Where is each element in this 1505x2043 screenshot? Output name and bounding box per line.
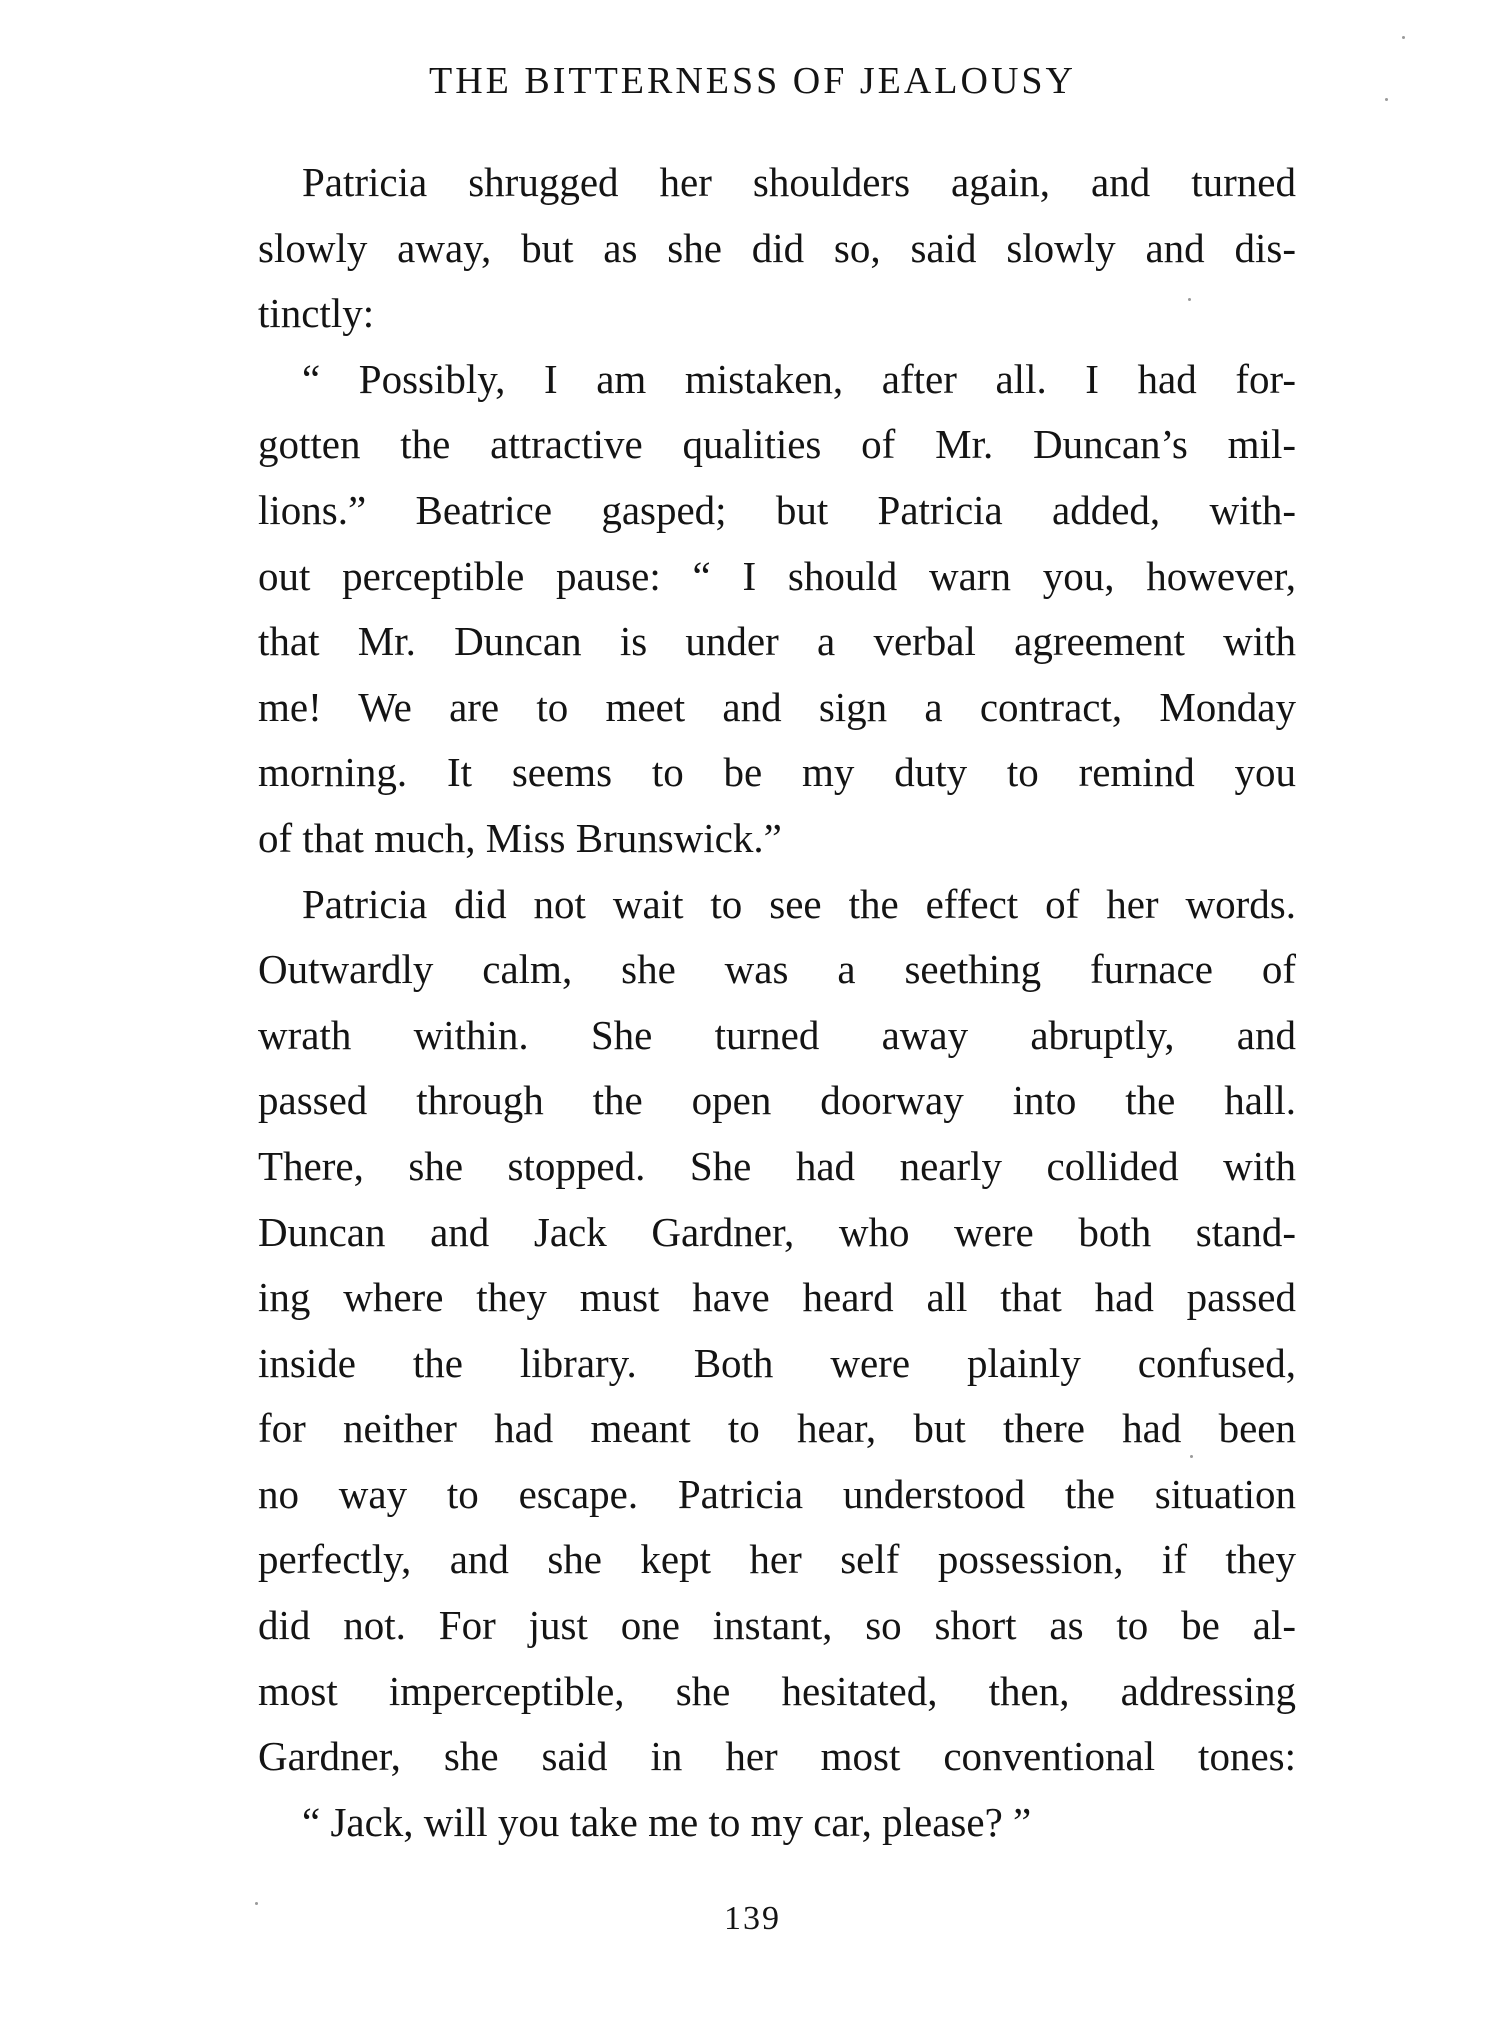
text-line: inside the library. Both were plainly confused, [258,1339,1296,1386]
text-line: Duncan and Jack Gardner, who were both stand- [258,1208,1296,1255]
text-line: lions.” Beatrice gasped; but Patricia added, with- [258,486,1296,533]
text-line: did not. For just one instant, so short as to be al- [258,1602,1296,1649]
text-line: “ Possibly, I am mistaken, after all. I had for- [302,355,1296,402]
text-line: wrath within. She turned away abruptly, and [258,1011,1296,1058]
text-line: Outwardly calm, she was a seething furnace of [258,946,1296,993]
text-line: morning. It seems to be my duty to remind you [258,749,1296,796]
text-line: Patricia did not wait to see the effect of her words. [302,880,1296,927]
text-line: slowly away, but as she did so, said slowly and dis- [258,224,1296,271]
text-line: There, she stopped. She had nearly collided with [258,1142,1296,1189]
paper-speck [1190,1455,1193,1458]
text-line: “ Jack, will you take me to my car, please? ” [302,1798,1032,1845]
text-line: passed through the open doorway into the hall. [258,1077,1296,1124]
text-line: ing where they must have heard all that had passed [258,1274,1296,1321]
text-line: perfectly, and she kept her self possession, if they [258,1536,1296,1583]
page-number: 139 [724,1900,781,1937]
text-line: gotten the attractive qualities of Mr. Duncan’s mil- [258,421,1296,468]
text-line: me! We are to meet and sign a contract, Monday [258,683,1296,730]
text-line: out perceptible pause: “ I should warn you, however, [258,552,1296,599]
text-line: for neither had meant to hear, but there had been [258,1405,1296,1452]
text-line: Gardner, she said in her most conventional tones: [258,1733,1296,1780]
paper-speck [1385,98,1388,101]
running-head: THE BITTERNESS OF JEALOUSY [429,60,1076,102]
body-text [258,150,1296,1855]
text-line: no way to escape. Patricia understood the situation [258,1470,1296,1517]
text-line: of that much, Miss Brunswick.” [258,814,782,861]
paper-speck [1188,298,1191,301]
paper-speck [255,1902,258,1905]
text-line: Patricia shrugged her shoulders again, and turned [302,159,1296,205]
text-line: that Mr. Duncan is under a verbal agreement with [258,618,1296,665]
text-line: most imperceptible, she hesitated, then, addressing [258,1667,1296,1714]
paper-speck [1402,36,1405,39]
text-line: tinctly: [258,290,375,337]
